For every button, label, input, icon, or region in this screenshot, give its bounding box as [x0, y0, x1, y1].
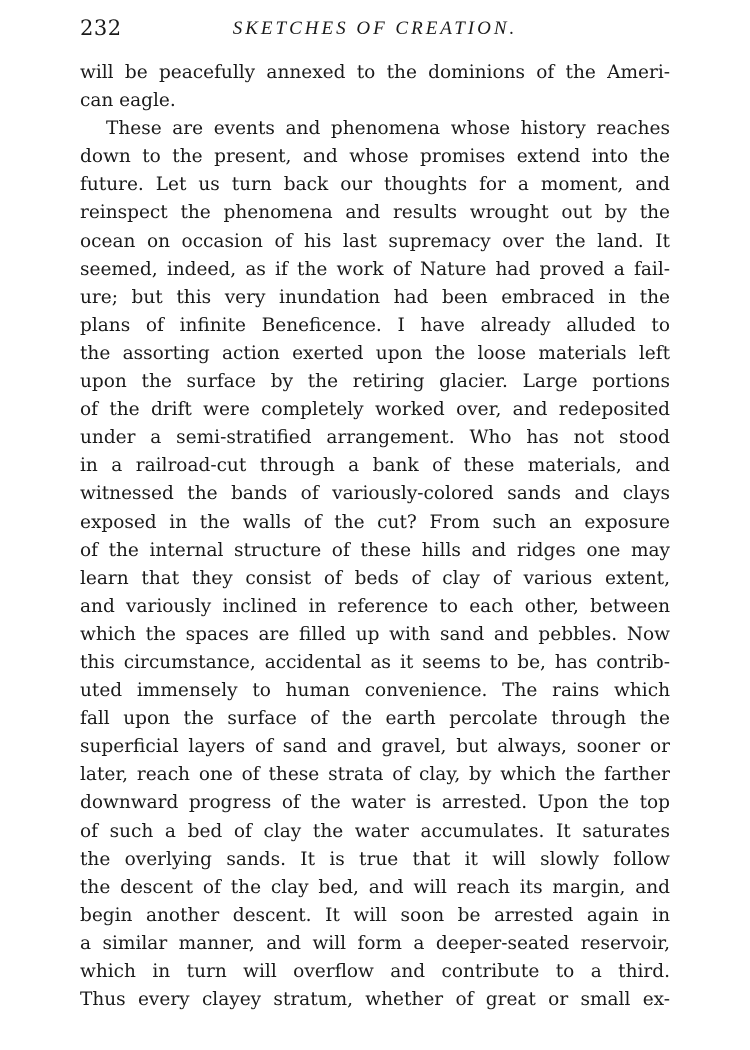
- text-line: a similar manner, and will form a deeper-seated reservoir,: [80, 932, 670, 954]
- running-title: SKETCHES OF CREATION.: [232, 18, 518, 39]
- text-line: the overlying sands. It is true that it will slowly follow: [80, 848, 670, 870]
- text-line: this circumstance, accidental as it seems to be, has contrib-: [80, 651, 670, 673]
- text-line: upon the surface by the retiring glacier. Large portions: [80, 371, 670, 393]
- text-line: exposed in the walls of the cut? From such an exposure: [80, 511, 670, 533]
- text-line: fall upon the surface of the earth percolate through the: [80, 708, 670, 730]
- text-line: downward progress of the water is arrested. Upon the top: [80, 792, 670, 814]
- text-line: plans of infinite Beneficence. I have already alluded to: [80, 314, 670, 336]
- text-line: of the internal structure of these hills and ridges one may: [80, 539, 670, 561]
- text-line: under a semi-stratified arrangement. Who has not stood: [80, 427, 670, 449]
- body-text: [80, 59, 670, 1014]
- text-line: will be peacefully annexed to the dominions of the Ameri-: [80, 62, 670, 83]
- text-line: which the spaces are filled up with sand and pebbles. Now: [80, 623, 670, 645]
- text-line: which in turn will overflow and contribute to a third.: [80, 961, 670, 982]
- text-line: in a railroad-cut through a bank of these materials, and: [80, 455, 670, 477]
- text-line: future. Let us turn back our thoughts for a moment, and: [80, 174, 670, 196]
- running-head: [80, 14, 670, 44]
- text-line: the assorting action exerted upon the loose materials left: [80, 342, 670, 364]
- page-number: 232: [80, 16, 122, 40]
- text-line: witnessed the bands of variously-colored sands and clays: [80, 483, 670, 505]
- text-line: and variously inclined in reference to each other, between: [80, 595, 670, 617]
- text-line: later, reach one of these strata of clay, by which the farther: [80, 764, 670, 786]
- text-line: These are events and phenomena whose history reaches: [106, 118, 670, 140]
- text-line: of the drift were completely worked over, and redeposited: [80, 399, 670, 421]
- text-line: Thus every clayey stratum, whether of great or small ex-: [80, 989, 670, 1011]
- text-line: learn that they consist of beds of clay of various extent,: [80, 567, 670, 589]
- text-line: begin another descent. It will soon be arrested again in: [80, 904, 670, 926]
- text-line: reinspect the phenomena and results wrought out by the: [80, 202, 670, 224]
- text-line: ocean on occasion of his last supremacy over the land. It: [80, 230, 670, 252]
- text-line: ure; but this very inundation had been embraced in the: [80, 286, 670, 308]
- text-line: down to the present, and whose promises extend into the: [80, 146, 670, 168]
- text-line: can eagle.: [80, 90, 176, 112]
- text-line: uted immensely to human convenience. The rains which: [80, 680, 670, 702]
- text-line: the descent of the clay bed, and will reach its margin, and: [80, 876, 670, 898]
- text-line: seemed, indeed, as if the work of Nature had proved a fail-: [80, 258, 670, 280]
- text-line: superficial layers of sand and gravel, but always, sooner or: [80, 736, 670, 758]
- text-line: of such a bed of clay the water accumulates. It saturates: [80, 820, 670, 842]
